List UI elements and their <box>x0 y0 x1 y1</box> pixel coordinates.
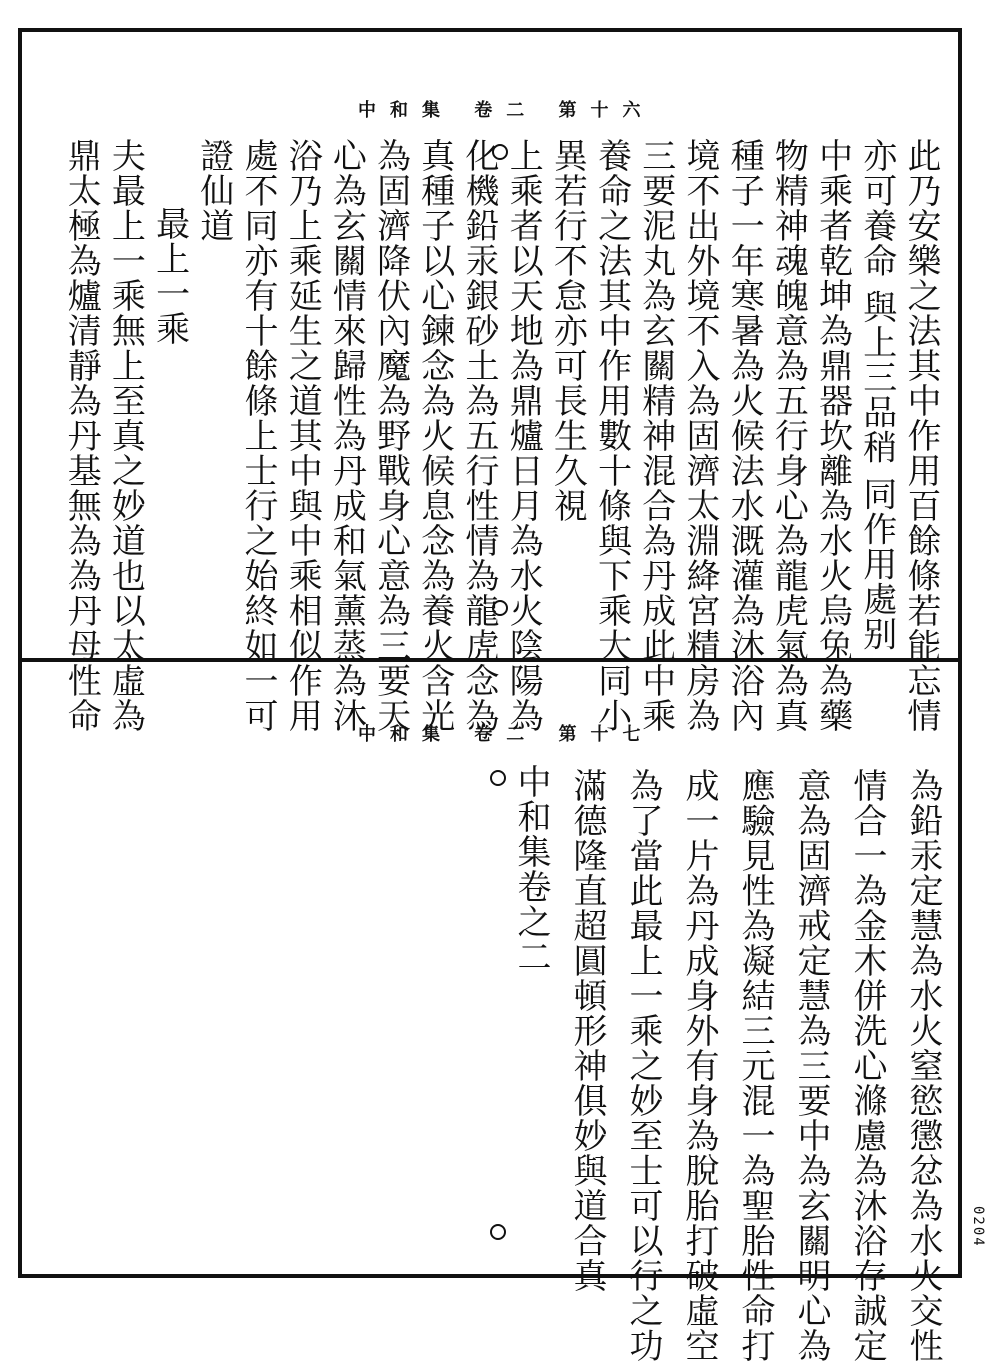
top-column: 真種子以心鍊念為火候息念為養火含光 <box>414 138 455 733</box>
top-column: 上乘者以天地為鼎爐日月為水火陰陽為 <box>503 138 544 733</box>
top-column: 證仙道 <box>193 138 234 243</box>
bottom-column: 中和集卷之二 <box>511 764 551 974</box>
top-column: 為固濟降伏內魔為野戰身心意為三要天 <box>370 138 411 733</box>
top-folio-header: 中和集 卷二 第十六 <box>358 100 655 121</box>
top-column: 境不出外境不入為固濟太淵絳宮精房為 <box>680 138 720 733</box>
top-column: 種子一年寒暑為火候法水溉灌為沐浴內 <box>724 138 765 733</box>
top-column: 處不同亦有十餘條上士行之始終如一可 <box>238 138 278 733</box>
top-column: 三要泥丸為玄關精神混合為丹成此中乘 <box>635 138 676 733</box>
section-marker-circle <box>492 600 508 616</box>
title-marker-circle <box>490 770 506 786</box>
bottom-column: 為了當此最上一乘之妙至士可以行之功 <box>623 768 663 1363</box>
bottom-column: 情合一為金木併洗心滌慮為沐浴存誠定 <box>847 768 887 1363</box>
bottom-column: 成一片為丹成身外有身為脫胎打破虛空 <box>679 768 719 1363</box>
end-marker-circle <box>490 1224 506 1240</box>
section-marker-circle <box>492 144 508 160</box>
top-column: 中乘者乾坤為鼎器坎離為水火烏兔為藥 <box>812 138 853 733</box>
top-column: 此乃安樂之法其中作用百餘條若能忘情 <box>901 138 941 733</box>
top-column: 心為玄關情來歸性為丹成和氣薰蒸為沐 <box>326 138 367 733</box>
bottom-column: 為鉛汞定慧為水火窒慾懲忿為水火交性 <box>903 768 943 1363</box>
top-column: 最上一乘 <box>149 206 190 346</box>
top-column: 物精神魂魄意為五行身心為龍虎氣為真 <box>768 138 809 733</box>
top-column: 亦可養命 與上三品稍 同作用處别 <box>856 138 897 652</box>
top-column: 養命之法其中作用數十條與下乘大同小 <box>591 138 632 733</box>
bottom-folio-header: 中和集 卷二 第十七 <box>358 724 655 745</box>
bottom-column: 應驗見性為凝結三元混一為聖胎性命打 <box>735 768 775 1363</box>
top-column: 化機鉛汞銀砂土為五行性情為龍虎念為 <box>459 138 499 733</box>
bottom-column: 滿德隆直超圓頓形神俱妙與道合真 <box>567 768 607 1293</box>
top-column: 夫最上一乘無上至真之妙道也以太虛為 <box>105 138 146 733</box>
top-column: 浴乃上乘延生之道其中與中乘相似作用 <box>282 138 323 733</box>
top-column: 鼎太極為爐清靜為丹基無為為丹母性命 <box>61 138 102 733</box>
top-column: 異若行不怠亦可長生久視 <box>547 138 588 523</box>
bottom-column: 意為固濟戒定慧為三要中為玄關明心為 <box>791 768 831 1363</box>
page-number: 0204 <box>970 1206 986 1248</box>
